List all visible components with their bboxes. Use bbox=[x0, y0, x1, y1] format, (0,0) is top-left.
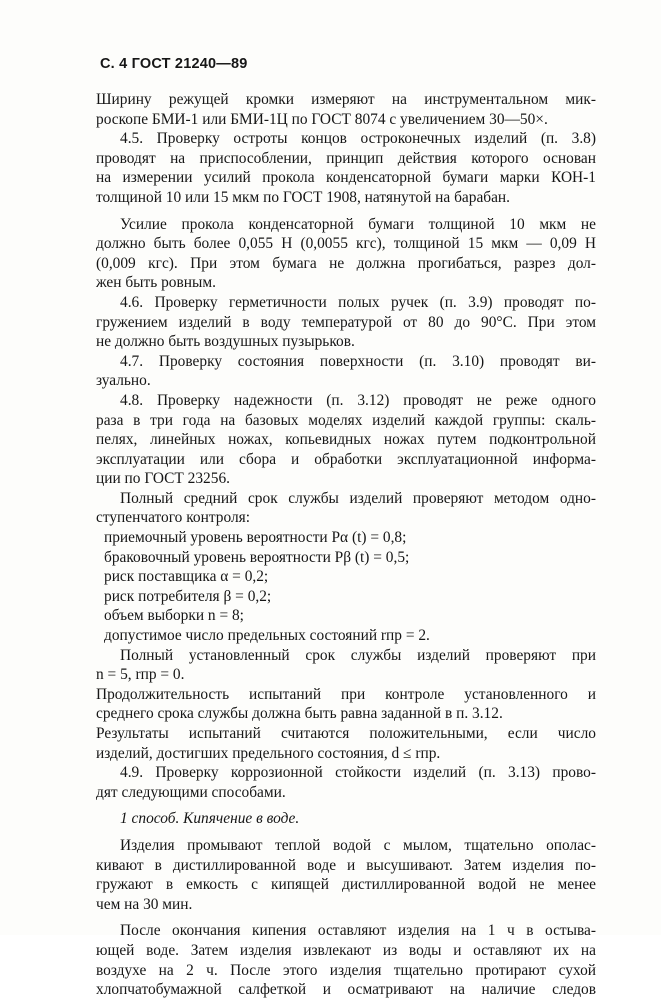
text-line: должно быть более 0,055 Н (0,0055 кгс), толщиной 15 мкм — 0,09 Н bbox=[96, 235, 596, 253]
text-line: допустимое число предельных состояний rпр = 2. bbox=[104, 627, 430, 645]
text-line: эксплуатации или сбора и обработки эксплуатационной информа- bbox=[96, 450, 596, 468]
text-line: хлопчатобумажной салфеткой и осматривают на наличие следов bbox=[96, 981, 596, 999]
page-header: С. 4 ГОСТ 21240—89 bbox=[100, 56, 248, 72]
text-line: воздухе на 2 ч. После этого изделия тщательно протирают сухой bbox=[96, 961, 596, 979]
text-line: 4.5. Проверку остроты концов остроконечных изделий (п. 3.8) bbox=[120, 130, 596, 148]
text-line: (0,009 кгс). При этом бумага не должна прогибаться, разрез дол- bbox=[96, 254, 596, 272]
text-line: проводят на приспособлении, принцип действия которого основан bbox=[96, 149, 596, 167]
text-line: После окончания кипения оставляют изделия на 1 ч в остыва- bbox=[120, 922, 596, 940]
text-line: Полный установленный срок службы изделий проверяют при bbox=[120, 646, 596, 664]
text-line: браковочный уровень вероятности Pβ (t) = 0,5; bbox=[104, 548, 410, 566]
text-line: роскопе БМИ-1 или БМИ-1Ц по ГОСТ 8074 с увеличением 30—50×. bbox=[96, 110, 548, 128]
text-line: Результаты испытаний считаются положительными, если число bbox=[96, 725, 596, 742]
text-line: Усилие прокола конденсаторной бумаги толщиной 10 мкм не bbox=[120, 215, 596, 233]
text-line: изделий, достигших предельного состояния, d ≤ rпр. bbox=[96, 744, 441, 762]
text-line: дят следующими способами. bbox=[96, 783, 286, 801]
text-line: зуально. bbox=[96, 372, 151, 390]
text-line: 4.9. Проверку коррозионной стойкости изделий (п. 3.13) прово- bbox=[120, 764, 596, 782]
text-line: ции по ГОСТ 23256. bbox=[96, 470, 230, 488]
text-line: ступенчатого контроля: bbox=[96, 509, 250, 527]
text-line: Ширину режущей кромки измеряют на инструментальном мик- bbox=[96, 91, 596, 108]
text-line: раза в три года на базовых моделях изделий каждой группы: скаль- bbox=[96, 411, 596, 429]
text-line: n = 5, rпр = 0. bbox=[96, 666, 185, 684]
text-line: на измерении усилий прокола конденсаторной бумаги марки КОН-1 bbox=[96, 169, 596, 187]
text-line: гружают в емкость с кипящей дистиллированной водой не менее bbox=[96, 876, 596, 894]
text-line: 4.6. Проверку герметичности полых ручек (п. 3.9) проводят по- bbox=[120, 293, 596, 311]
section-title: 1 способ. Кипячение в воде. bbox=[120, 810, 300, 828]
text-line: объем выборки n = 8; bbox=[104, 607, 244, 625]
text-line: Полный средний срок службы изделий проверяют методом одно- bbox=[120, 489, 596, 507]
text-line: риск поставщика α = 0,2; bbox=[104, 568, 269, 586]
text-line: 4.7. Проверку состояния поверхности (п. 3.10) проводят ви- bbox=[120, 352, 596, 370]
text-line: пелях, линейных ножах, копьевидных ножах путем подконтрольной bbox=[96, 431, 596, 449]
text-line: ющей воде. Затем изделия извлекают из воды и оставляют их на bbox=[96, 941, 596, 959]
text-line: приемочный уровень вероятности Pα (t) = 0,8; bbox=[104, 529, 407, 547]
body-text bbox=[96, 90, 596, 1000]
text-line: жен быть ровным. bbox=[96, 274, 216, 292]
text-line: риск потребителя β = 0,2; bbox=[104, 587, 272, 605]
text-line: толщиной 10 или 15 мкм по ГОСТ 1908, натянутой на барабан. bbox=[96, 188, 511, 206]
text-line: Продолжительность испытаний при контроле установленного и bbox=[96, 685, 596, 703]
text-line: 4.8. Проверку надежности (п. 3.12) проводят не реже одного bbox=[120, 391, 596, 409]
text-line: Изделия промывают теплой водой с мылом, тщательно ополас- bbox=[120, 836, 596, 854]
text-line: среднего срока службы должна быть равна заданной в п. 3.12. bbox=[96, 705, 503, 723]
text-line: не должно быть воздушных пузырьков. bbox=[96, 333, 355, 351]
text-line: чем на 30 мин. bbox=[96, 895, 193, 913]
text-line: гружением изделий в воду температурой от 80 до 90°С. При этом bbox=[96, 313, 596, 331]
text-line: кивают в дистиллированной воде и высушивают. Затем изделия по- bbox=[96, 856, 596, 874]
